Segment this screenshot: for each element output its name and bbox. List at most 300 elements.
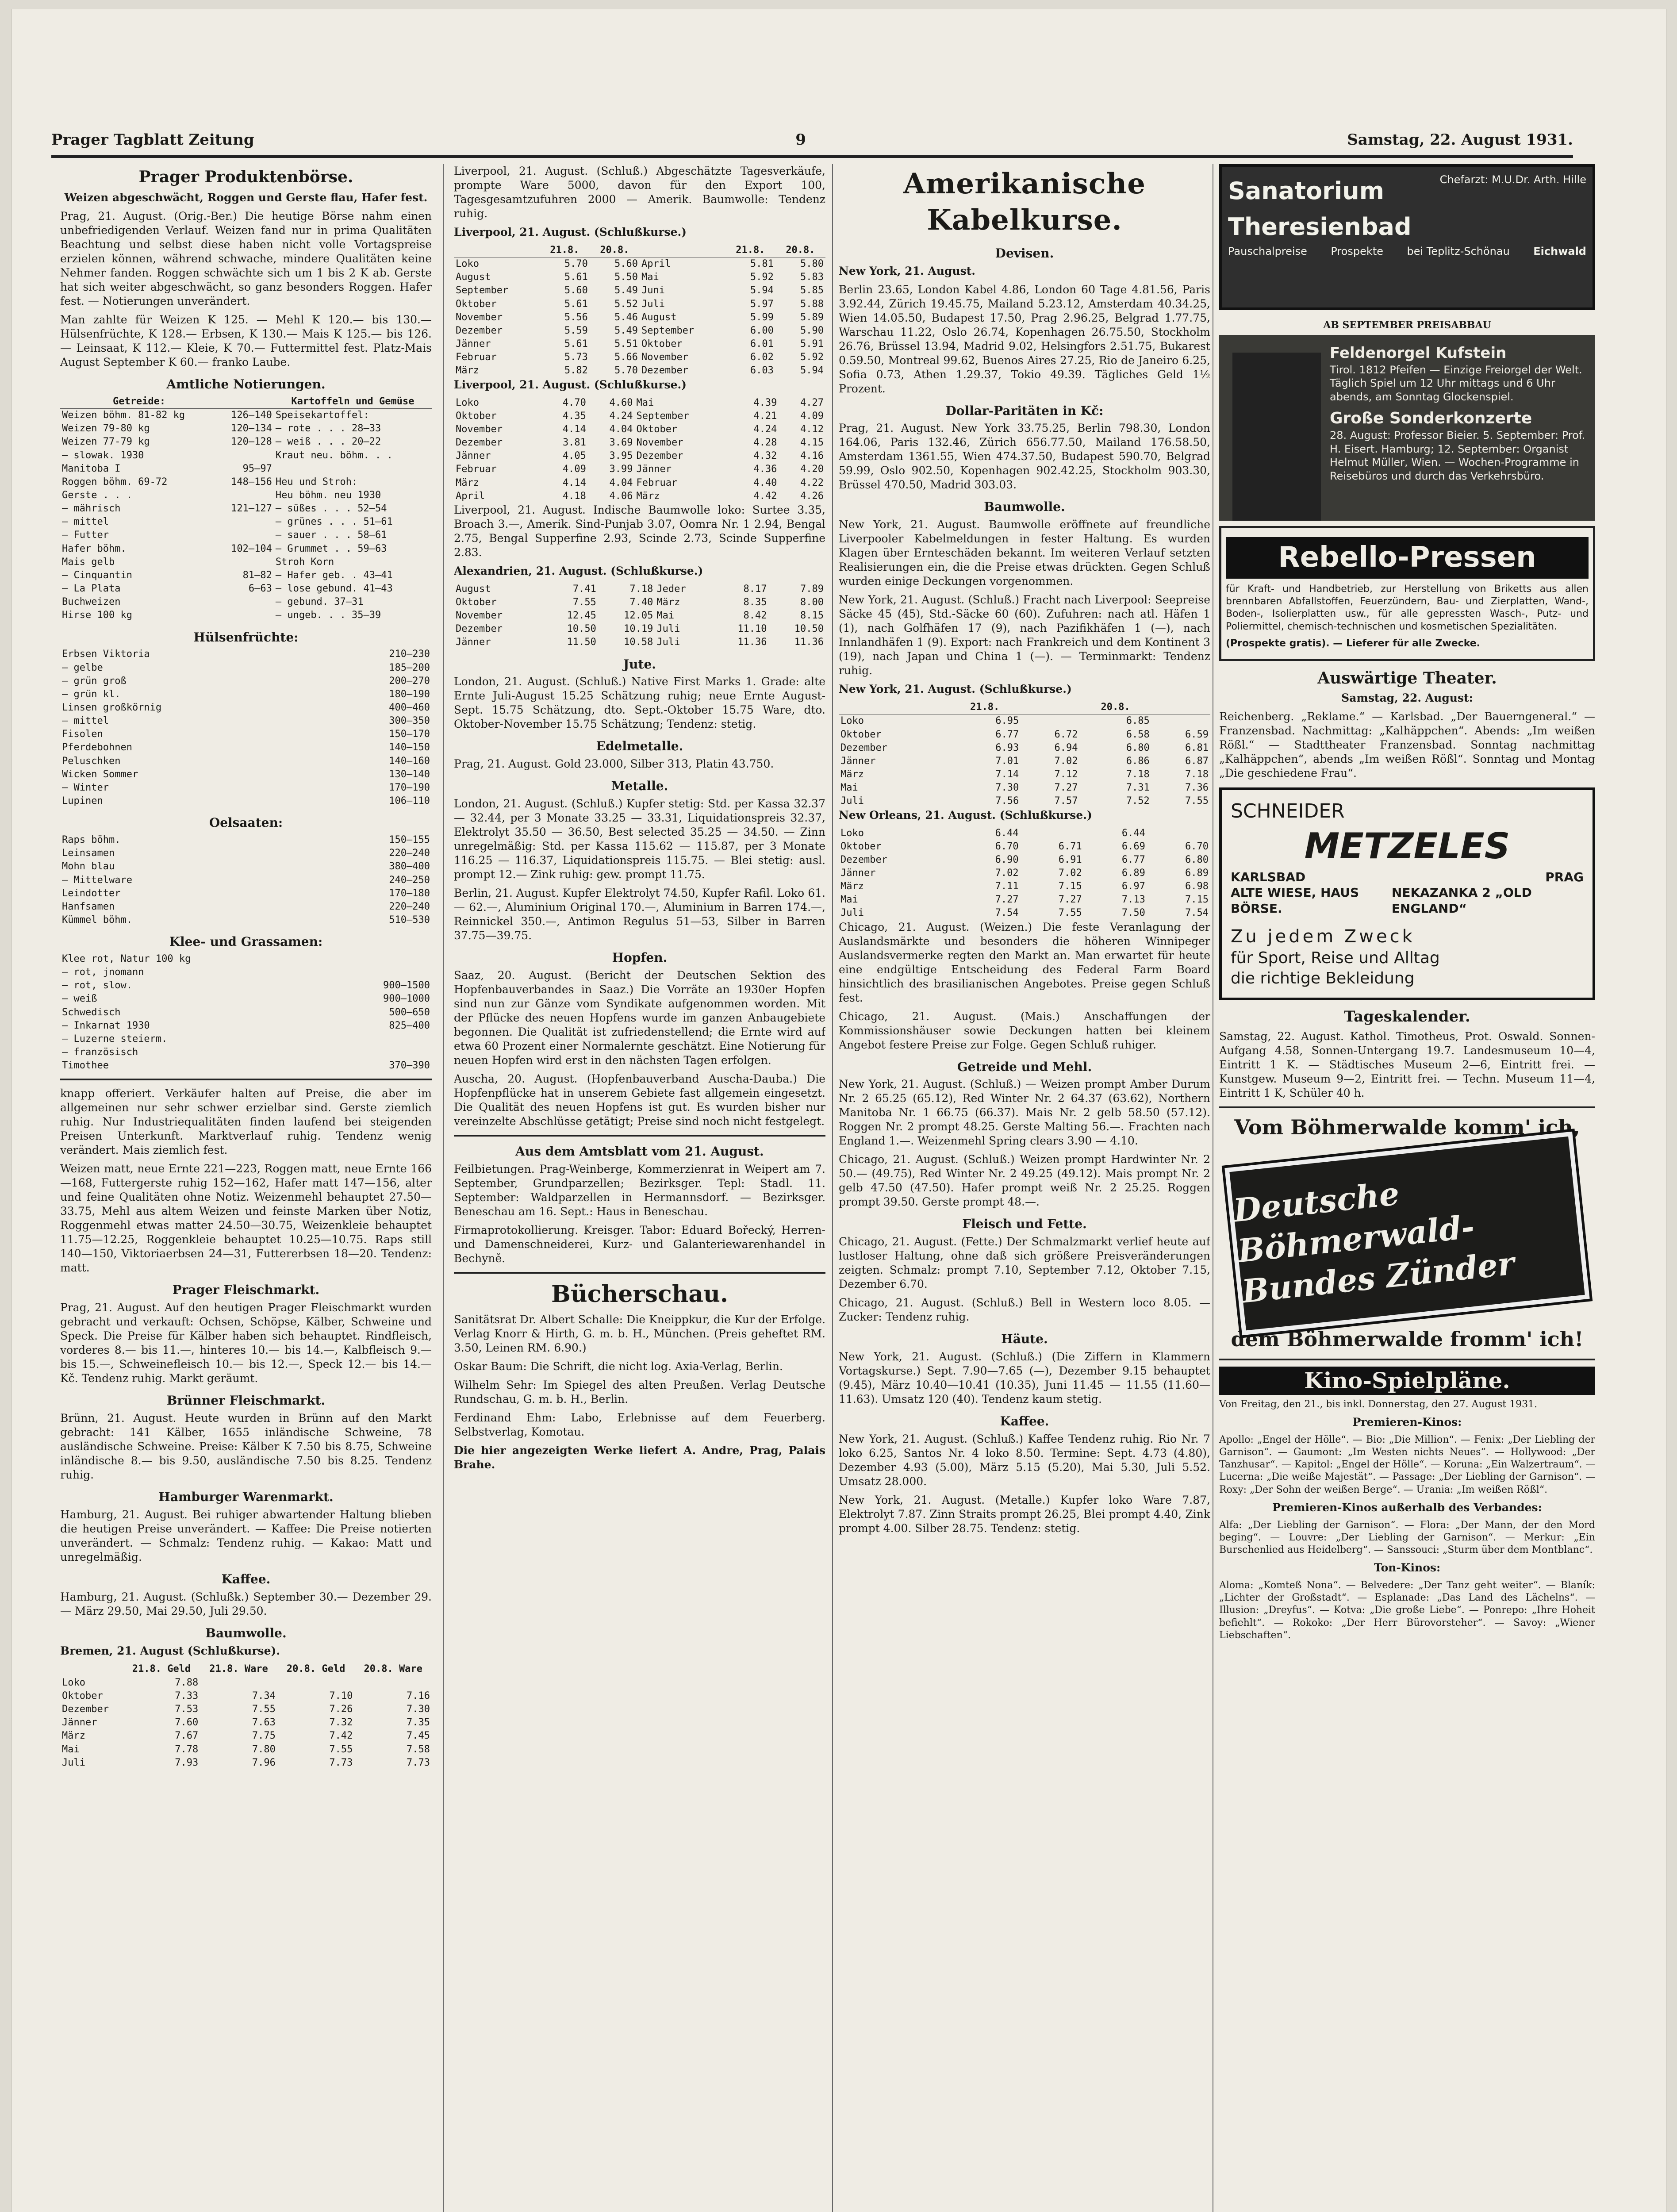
article-paragraph: Reichenberg. „Reklame.“ — Karlsbad. „Der Bauerngeneral.“ — Franzensbad. Nachmittag: „Kalhäppchen“. Abends: „Im weißen Rößl.“ — Stadttheater Franzensbad. Sonntag nachmittag „Kalhäppchen“, abends „Im weißen Rößl“. Sonntag und Montag „Die geschiedene Frau“. <box>1219 710 1595 780</box>
table-cell: Juli <box>656 637 680 648</box>
table-cell: 6.85 <box>1126 715 1150 727</box>
table-cell: Oktober <box>641 338 683 350</box>
ad-text: (Prospekte gratis). — Lieferer für alle Zwecke. <box>1226 637 1481 649</box>
table-cell: 6.44 <box>995 827 1019 839</box>
subsection-title: Ton-Kinos: <box>1374 1561 1441 1575</box>
table-cell: 185—200 <box>389 662 430 673</box>
table-header: 21.8. <box>725 244 775 257</box>
table-cell: 7.93 <box>175 1757 199 1768</box>
table-cell: 4.32 <box>753 450 777 462</box>
table-cell <box>200 1676 277 1690</box>
table-row <box>839 867 1210 880</box>
table-cell: 5.56 <box>564 311 588 323</box>
price-table <box>60 952 432 1072</box>
subsection-title: Auswärtige Theater. <box>1317 668 1497 687</box>
table-cell: — sauer . . . 58—61 <box>275 530 387 541</box>
table-cell: 5.61 <box>564 298 588 310</box>
table-row <box>60 1019 432 1033</box>
article-paragraph: Liverpool, 21. August. (Schluß.) Abgeschätzte Tagesverkäufe, prompte Ware 5000, davon für den Export 100, Tagesgesamtzufuhren 2000 — Amerik. Baumwolle: Tendenz ruhig. <box>454 165 825 220</box>
subsection-title: Aus dem Amtsblatt vom 21. August. <box>515 1144 764 1159</box>
column-4 <box>1219 164 1595 2212</box>
table-cell: 7.30 <box>407 1704 430 1715</box>
table-cell: Oktober <box>636 423 678 435</box>
table-row <box>60 1703 432 1716</box>
table-cell: 148—156 <box>231 476 272 488</box>
table-cell: 7.55 <box>252 1704 276 1715</box>
table-cell: — weiß <box>62 993 97 1005</box>
table-cell <box>1021 714 1079 728</box>
table-cell: 4.12 <box>800 423 824 435</box>
table-cell <box>329 952 432 966</box>
table-cell: 4.04 <box>609 477 633 488</box>
table-cell <box>218 449 274 462</box>
table-row <box>60 529 432 542</box>
table-header: 20.8. Geld <box>277 1663 355 1676</box>
table-cell: 7.88 <box>175 1677 199 1688</box>
article-paragraph: Sanitätsrat Dr. Albert Schalle: Die Kneippkur, die Kur der Erfolge. Verlag Knorr & Hirth, G. m. b. H., München. (Preis geheftet RM. 3.50, Leinen RM. 6.90.) <box>454 1313 825 1355</box>
table-cell: 220—240 <box>389 848 430 859</box>
subsection-title: Prager Fleischmarkt. <box>172 1283 320 1298</box>
table-cell: Juli <box>840 907 864 919</box>
table-cell: 7.96 <box>252 1757 276 1768</box>
table-cell: 10.19 <box>624 623 653 635</box>
section-title: Bücherschau. <box>551 1280 729 1308</box>
table-cell: Juni <box>641 285 665 296</box>
table-cell: Dezember <box>456 325 503 336</box>
table-cell: 7.13 <box>1121 894 1145 906</box>
table-cell: 5.50 <box>614 272 638 283</box>
table-cell: 5.70 <box>614 365 638 376</box>
table-cell: 220—240 <box>389 901 430 912</box>
article-paragraph: Wilhelm Sehr: Im Spiegel des alten Preußen. Verlag Deutsche Rundschau, G. m. b. H., Berlin. <box>454 1379 825 1406</box>
price-table <box>60 833 432 927</box>
table-caption: New Orleans, 21. August. (Schlußkurse.) <box>839 808 1092 822</box>
table-cell: 4.20 <box>800 464 824 475</box>
table-row <box>454 583 825 596</box>
ad-text: SCHNEIDER <box>1231 799 1345 822</box>
table-cell: Pferdebohnen <box>62 742 132 753</box>
ad-text: Pauschalpreise <box>1228 245 1307 258</box>
table-cell: November <box>456 311 503 323</box>
article-paragraph: Weizen matt, neue Ernte 221—223, Roggen matt, neue Ernte 166—168, Futtergerste ruhig 152—162, Hafer matt 147—156, alter und feine Qualitäten ohne Notiz. Weizenmehl behauptet 27.50—33.75, Mehl aus altem Weizen und feinste Marken über Notiz, Roggenmehl etwas matter 24.50—30.75, Weizenkleie behauptet 11.75—12.25, Roggenkleie behauptet 10.25—10.75. Raps still 140—150, Viktoriaerbsen 24—31, Futtererbsen 18—20. Tendenz: matt. <box>60 1162 432 1275</box>
table-row <box>60 1756 432 1770</box>
table-row <box>60 781 432 795</box>
table-row <box>839 827 1210 840</box>
table-cell: September <box>636 410 689 422</box>
table-cell: 140—160 <box>389 755 430 767</box>
table-cell: 7.12 <box>1054 769 1078 780</box>
table-cell: 4.04 <box>609 423 633 435</box>
table-row <box>60 648 432 661</box>
article-paragraph: Oskar Baum: Die Schrift, die nicht log. Axia-Verlag, Berlin. <box>454 1360 783 1373</box>
ad-title: Feldenorgel Kufstein <box>1330 344 1507 362</box>
table-cell: — süßes . . . 52—54 <box>275 503 387 515</box>
table-cell: 180—190 <box>389 688 430 700</box>
table-cell: 7.35 <box>407 1717 430 1728</box>
table-cell: 4.14 <box>562 477 586 488</box>
table-row <box>839 741 1210 755</box>
subsection-title: Kaffee. <box>221 1571 271 1586</box>
article-paragraph: Samstag, 22. August: <box>1341 691 1473 704</box>
subsection-title: Tageskalender. <box>1344 1008 1470 1026</box>
table-cell: 120—128 <box>231 436 272 448</box>
table-cell: 6.87 <box>1185 755 1209 767</box>
table-row <box>60 728 432 741</box>
article-paragraph: New York, 21. August. (Schluß.) (Die Ziffern in Klammern Vortagskurse.) Sept. 7.90—7.65 (—), Dezember 9.15 behauptet (9.45), März 10.40—10.41 (10.35), Juni 11.45 — 11.55 (11.60—11.63). Umsatz 120 (40). Tendenz kaum stetig. <box>839 1350 1210 1406</box>
table-cell: 102—104 <box>231 543 272 554</box>
table-cell: Loko <box>840 827 864 839</box>
table-row <box>454 410 825 423</box>
table-cell <box>274 462 432 476</box>
table-cell: 130—140 <box>389 768 430 780</box>
table-cell: Oktober <box>456 298 497 310</box>
table-row <box>60 409 432 422</box>
table-cell: 7.16 <box>407 1690 430 1701</box>
table-cell: 7.02 <box>995 868 1019 879</box>
table-cell: Dezember <box>840 854 887 865</box>
table-cell: Weizen 77-79 kg <box>62 436 150 448</box>
table-row <box>454 622 825 636</box>
article-paragraph: New York, 21. August. (Metalle.) Kupfer loko Ware 7.87, Elektrolyt 7.87. Zinn Straits prompt 26.25, Blei prompt 4.40, Zink prompt 4.00. Silber 28.75. Tendenz: stetig. <box>839 1493 1210 1535</box>
table-cell: Stroh Korn <box>275 556 334 568</box>
article-paragraph: Saaz, 20. August. (Bericht der Deutschen Sektion des Hopfenbauverbandes in Saaz.) Die Vorräte an 1930er Hopfen sind nun zur Gänze vom Syndikate aufgenommen worden. Mit der Pflücke des neuen Hopfens wurde im ganzen Anbaugebiete begonnen. Die Qualität ist zufriedenstellend; die Ernte wird auf etwa 60 Prozent einer Normalernte geschätzt. Eine Notierung für neuen Hopfen wird erst in den nächsten Tagen erfolgen. <box>454 968 825 1067</box>
ad-text: Tirol. 1812 Pfeifen — Einzige Freiorgel der Welt. Täglich Spiel um 12 Uhr mittags und 6 Uhr abends, am Sonntag Glockenspiel. <box>1330 363 1582 403</box>
table-cell: 6.59 <box>1185 729 1209 740</box>
table-row <box>454 463 825 476</box>
table-row <box>60 741 432 754</box>
table-row <box>60 569 432 582</box>
table-cell: 6.77 <box>1121 854 1145 865</box>
table-cell: 106—110 <box>389 795 430 807</box>
table-header: 20.8. <box>590 244 640 257</box>
table-cell: 7.15 <box>1058 881 1082 892</box>
table-cell: November <box>636 437 683 449</box>
table-cell: 81—82 <box>242 569 272 581</box>
ad-text: Chefarzt: M.U.Dr. Arth. Hille <box>1439 173 1586 186</box>
table-cell: Oktober <box>840 729 882 740</box>
table-cell: Raps böhm. <box>62 834 121 846</box>
table-cell: 7.60 <box>175 1717 199 1728</box>
table-cell: 120—134 <box>231 423 272 434</box>
table-cell: — slowak. 1930 <box>62 449 144 461</box>
table-header <box>640 244 725 257</box>
table-cell <box>329 1046 432 1059</box>
table-cell: 5.94 <box>800 365 824 376</box>
article-paragraph: Prag, 21. August. New York 33.75.25, Berlin 798.30, London 164.06, Paris 132.46, Zürich 656.77.50, Mailand 176.58.50, Amsterdam 1361.55, Wien 474.37.50, Budapest 590.70, Belgrad 59.99, Oslo 902.50, Kopenhagen 902.42.25, Stockholm 903.30, Brüssel 470.50, Madrid 303.03. <box>839 422 1210 492</box>
table-cell: 4.35 <box>562 410 586 422</box>
section-lead: Weizen abgeschwächt, Roggen und Gerste flau, Hafer fest. <box>64 191 428 204</box>
article-paragraph: Auscha, 20. August. (Hopfenbauverband Auscha-Dauba.) Die Hopfenpflücke hat in unserem Gebiete fast allgemein eingesetzt. Die Qualität des neuen Hopfens ist gut. Es wurden bisher nur vereinzelte Abschlüsse getätigt; Preise sind noch nicht festgelegt. <box>454 1072 825 1128</box>
price-table <box>60 648 432 808</box>
table-cell: 6.94 <box>1054 742 1078 753</box>
table-cell: — Futter <box>62 530 109 541</box>
article-paragraph: New York, 21. August. Baumwolle eröffnete auf freundliche Liverpooler Kabelmeldungen in fester Haltung. Es wurden Klagen über Ernteschäden bekannt. Im weiteren Verlauf setzten Realisierungen ein, die die Preise etwas drückten. Gegen Schluß wurden einige Deckungen vorgenommen. <box>839 518 1210 588</box>
table-row <box>60 688 432 701</box>
ad-title: dem Böhmerwalde fromm' ich! <box>1231 1327 1584 1351</box>
table-cell: — Luzerne steierm. <box>62 1033 168 1045</box>
table-cell: 8.15 <box>800 610 824 622</box>
table-row <box>60 661 432 675</box>
table-cell: 5.80 <box>800 258 824 270</box>
subsection-title: Klee- und Grassamen: <box>169 934 323 949</box>
table-row <box>454 324 825 338</box>
table-row <box>60 556 432 569</box>
ad-text: Zu jedem Zweck <box>1231 926 1415 947</box>
article-paragraph: London, 21. August. (Schluß.) Native First Marks 1. Grade: alte Ernte Juli-August 15.25 Schätzung ruhig; neue Ernte August-Sept. 15.75 Schätzung, dto. Sept.-Oktober 15.75 Ware, dto. Oktober-November 15.75 Schätzung; Tendenz: stetig. <box>454 675 825 731</box>
ad-title: Sanatorium <box>1228 177 1384 205</box>
table-cell: 3.99 <box>609 464 633 475</box>
ad-text: ALTE WIESE, HAUS BÖRSE. <box>1231 885 1359 916</box>
table-cell: 900—1000 <box>383 993 430 1005</box>
table-cell: Juli <box>840 795 864 807</box>
ad-title: Rebello-Pressen <box>1226 537 1589 579</box>
table-cell: Februar <box>636 477 678 488</box>
table-cell: 6.69 <box>1121 841 1145 852</box>
subsection-title: Hopfen. <box>612 950 668 965</box>
table-row <box>60 966 432 979</box>
table-cell: 7.40 <box>629 596 653 608</box>
table-cell: Jeder <box>656 583 686 595</box>
table-row <box>60 1006 432 1019</box>
price-table <box>60 395 432 622</box>
table-cell: — grün groß <box>62 675 127 687</box>
article-paragraph: Hamburg, 21. August. Bei ruhiger abwartender Haltung blieben die heutigen Preise unverändert. — Kaffee: Die Preise notierten unverändert. — Schmalz: Tendenz ruhig. — Kakao: Matt und unregelmäßig. <box>60 1508 432 1563</box>
table-cell: Mai <box>840 782 858 794</box>
table-cell: 210—230 <box>389 649 430 660</box>
ad-text: Prospekte <box>1331 245 1383 258</box>
table-cell: 7.57 <box>1054 795 1078 807</box>
article-paragraph: New York, 21. August. (Schluß.) Kaffee Tendenz ruhig. Rio Nr. 7 loko 6.25, Santos Nr. 4 loko 8.50. Termine: Sept. 4.73 (4.80), Dezember 4.93 (5.00), März 5.15 (5.20), Mai 5.30, Juli 5.52. Umsatz 28.000. <box>839 1432 1210 1488</box>
table-row <box>60 1046 432 1059</box>
table-cell: Heu böhm. neu 1930 <box>275 490 381 501</box>
table-header <box>839 701 949 714</box>
table-cell: Mais gelb <box>62 556 115 568</box>
table-cell: 6.98 <box>1185 881 1209 892</box>
article-paragraph: Von Freitag, den 21., bis inkl. Donnerstag, den 27. August 1931. <box>1219 1398 1538 1410</box>
table-cell: 7.54 <box>1185 907 1209 919</box>
table-cell: Loko <box>456 397 479 408</box>
table-cell: 5.60 <box>564 285 588 296</box>
table-cell: 6.70 <box>1185 841 1209 852</box>
table-cell: 4.22 <box>800 477 824 488</box>
table-cell: 5.49 <box>614 325 638 336</box>
table-header: 20.8. Ware <box>354 1663 432 1676</box>
table-row <box>839 906 1210 920</box>
table-cell: 4.40 <box>753 477 777 488</box>
article-paragraph: Chicago, 21. August. (Fette.) Der Schmalzmarkt verlief heute auf lustloser Haltung, ohne daß sich größere Preisveränderungen zeigten. Schmalz: prompt 7.10, September 7.12, Oktober 7.15, Dezember 6.70. <box>839 1235 1210 1291</box>
table-header: 21.8. <box>949 701 1021 714</box>
table-row <box>60 1676 432 1690</box>
subsection-title: Hamburger Warenmarkt. <box>158 1490 334 1505</box>
table-cell: 6.72 <box>1054 729 1078 740</box>
table-cell: Mai <box>641 272 659 283</box>
article-paragraph: Man zahlte für Weizen K 125. — Mehl K 120.— bis 130.— Hülsenfrüchte, K 128.— Erbsen, K 130.— Mais K 125.— bis 126.— Leinsaat, K 112.— Kleie, K 70.— Futtermittel fest. Platz-Mais August September K 60.— franko Laube. <box>60 313 432 369</box>
table-cell: 6.58 <box>1126 729 1150 740</box>
divider <box>454 1135 825 1137</box>
table-header-row <box>839 701 1210 714</box>
table-cell: — La Plata <box>62 583 121 595</box>
table-cell: 170—180 <box>389 887 430 899</box>
subsection-title: Oelsaaten: <box>209 815 283 830</box>
table-cell: 5.92 <box>750 272 774 283</box>
ad-text: AB SEPTEMBER PREISABBAU <box>1323 319 1491 331</box>
table-cell: April <box>456 490 485 502</box>
table-cell: August <box>641 311 677 323</box>
table-cell: 7.58 <box>407 1743 430 1755</box>
table-cell: 6.02 <box>750 352 774 363</box>
cotton-table <box>839 701 1210 808</box>
ad-text: für Sport, Reise und Alltag <box>1231 949 1440 968</box>
table-cell: — rote . . . 28—33 <box>275 423 381 434</box>
table-header <box>218 395 274 409</box>
table-cell: 5.97 <box>750 298 774 310</box>
table-row <box>60 992 432 1006</box>
table-cell: 300—350 <box>389 715 430 727</box>
table-header: 20.8. <box>775 244 825 257</box>
table-cell: 6.71 <box>1058 841 1082 852</box>
cotton-table <box>454 244 825 378</box>
table-cell: 4.24 <box>609 410 633 422</box>
subsection-title: Brünner Fleischmarkt. <box>166 1393 326 1408</box>
table-row <box>60 833 432 847</box>
table-cell: Februar <box>456 464 497 475</box>
table-cell: — grünes . . . 51—61 <box>275 516 393 528</box>
table-row <box>60 755 432 768</box>
table-cell: 12.05 <box>624 610 653 622</box>
table-cell: 4.24 <box>753 423 777 435</box>
subsection-title: Jute. <box>623 657 656 672</box>
table-cell: Dezember <box>840 742 887 753</box>
table-cell: 825—400 <box>389 1020 430 1031</box>
table-cell: 4.28 <box>753 437 777 449</box>
table-cell: 7.78 <box>175 1743 199 1755</box>
ad-text-block <box>1330 344 1586 483</box>
table-cell: 11.10 <box>737 623 767 635</box>
table-cell: 6.95 <box>995 715 1019 727</box>
table-cell: März <box>656 596 680 608</box>
table-cell <box>1147 827 1210 840</box>
table-cell: 6.97 <box>1121 881 1145 892</box>
subsection-title: Dollar-Paritäten in Kč: <box>945 403 1104 418</box>
table-cell: 11.36 <box>737 637 767 648</box>
table-cell: 7.33 <box>175 1690 199 1701</box>
table-cell: 8.00 <box>800 596 824 608</box>
table-row <box>454 257 825 271</box>
table-cell: Buchweizen <box>62 596 121 608</box>
article-paragraph: Apollo: „Engel der Hölle“. — Bio: „Die Million“. — Fenix: „Der Liebling der Garnison“. — Gaumont: „Im Westen nichts Neues“. — Hollywood: „Der Tanzhusar“. — Kapitol: „Engel der Hölle“. — Koruna: „Ein Walzertraum“. — Lucerna: „Die weiße Majestät“. — Passage: „Der Liebling der Garnison“. — Roxy: „Der Sohn der weißen Berge“. — Urania: „Im weißen Rößl“. <box>1219 1434 1595 1495</box>
table-cell: Hirse 100 kg <box>62 610 132 621</box>
table-cell: 5.85 <box>800 285 824 296</box>
table-cell: Jänner <box>840 755 876 767</box>
table-cell: November <box>641 352 688 363</box>
table-row <box>60 887 432 900</box>
table-row <box>454 351 825 364</box>
table-row <box>60 768 432 781</box>
section-title: Amerikanische Kabelkurse. <box>903 167 1146 237</box>
ad-title: Große Sonderkonzerte <box>1330 409 1532 427</box>
sanatorium-advertisement <box>1219 164 1595 310</box>
table-cell: 200—270 <box>389 675 430 687</box>
divider <box>1219 1106 1595 1108</box>
table-row <box>454 284 825 297</box>
table-row <box>839 840 1210 853</box>
table-cell: 4.26 <box>800 490 824 502</box>
table-row <box>454 636 825 649</box>
table-cell <box>218 515 274 529</box>
table-row <box>839 768 1210 781</box>
table-cell: 5.51 <box>614 338 638 350</box>
table-caption: New York, 21. August. (Schlußkurse.) <box>839 683 1072 696</box>
table-cell: 95—97 <box>242 463 272 474</box>
page-number: 9 <box>795 131 806 149</box>
ad-text: NEKAZANKA 2 „OLD ENGLAND“ <box>1391 885 1532 916</box>
table-header: 20.8. <box>1079 701 1151 714</box>
zuender-matchbox-illustration: Deutsche Böhmerwald-Bundes Zünder <box>1224 1132 1589 1335</box>
table-cell: 7.42 <box>329 1730 353 1742</box>
table-row <box>839 755 1210 768</box>
table-cell: Weizen böhm. 81-82 kg <box>62 410 185 421</box>
table-cell: 7.18 <box>629 583 653 595</box>
table-cell: 5.91 <box>800 338 824 350</box>
subsection-title: Edelmetalle. <box>596 739 683 754</box>
table-cell: 10.50 <box>567 623 596 635</box>
table-cell: Manitoba I <box>62 463 121 474</box>
table-cell: August <box>456 272 491 283</box>
table-cell: Dezember <box>641 365 688 376</box>
newspaper-page <box>11 9 1666 2212</box>
table-row <box>60 1743 432 1756</box>
table-cell: 6.70 <box>995 841 1019 852</box>
table-cell: 4.21 <box>753 410 777 422</box>
cotton-table <box>454 396 825 503</box>
table-cell: September <box>456 285 509 296</box>
table-cell: April <box>641 258 671 270</box>
ad-title: Theresienbad <box>1228 213 1412 241</box>
table-cell: Loko <box>840 715 864 727</box>
table-row <box>60 701 432 714</box>
ad-text: 28. August: Professor Bieier. 5. September: Prof. H. Eisert. Hamburg; 12. September: Organist Helmut Müller, Wien. — Wochen-Programme in Reisebüros und durch das Verkehrsbüro. <box>1330 429 1585 483</box>
table-cell <box>218 609 274 622</box>
table-row <box>60 900 432 914</box>
table-cell: 8.35 <box>743 596 767 608</box>
table-cell <box>277 1676 355 1690</box>
table-row <box>60 847 432 860</box>
table-cell: 7.63 <box>252 1717 276 1728</box>
table-cell: Kraut neu. böhm. . . <box>275 449 393 461</box>
subsection-title: Metalle. <box>611 779 668 794</box>
table-cell: Jänner <box>840 868 876 879</box>
table-cell: August <box>456 583 491 595</box>
table-cell: Roggen böhm. 69-72 <box>62 476 168 488</box>
table-cell: Jänner <box>62 1717 97 1728</box>
table-caption: Liverpool, 21. August. (Schlußkurse.) <box>454 226 687 238</box>
table-cell: Oktober <box>456 596 497 608</box>
table-cell: Dezember <box>62 1704 109 1715</box>
article-paragraph: Prag, 21. August. Auf den heutigen Prager Fleischmarkt wurden gebracht und verkauft: Ochsen, Schöpse, Kälber, Schweine und Speck. Die Preise für Kälber haben sich behauptet. Rindfleisch, vorderes 8.— bis 11.—, hinteres 10.— bis 14.—, Kalbfleisch 9.— bis 15.—, Schweinefleisch 10.— bis 12.—, Speck 12.— bis 14.— Kč. Tendenz ruhig. Markt geräumt. <box>60 1301 432 1385</box>
table-cell: — rot, slow. <box>62 980 132 991</box>
table-row <box>60 515 432 529</box>
table-row <box>454 423 825 436</box>
article-paragraph: Liverpool, 21. August. Indische Baumwolle loko: Surtee 3.35, Broach 3.—, Amerik. Sind-Punjab 3.07, Oomra Nr. 1 2.94, Bengal 2.75, Bengal Supperfine 2.93, Scinde 2.73, Scinde Supperfine 2.83. <box>454 503 825 559</box>
table-header <box>1151 701 1210 714</box>
table-cell: — Cinquantin <box>62 569 132 581</box>
table-cell: 7.75 <box>252 1730 276 1742</box>
table-cell: Juli <box>62 1757 85 1768</box>
table-cell: 7.27 <box>995 894 1019 906</box>
table-cell: — mittel <box>62 516 109 528</box>
table-cell: — gelbe <box>62 662 103 673</box>
table-cell: 7.32 <box>329 1717 353 1728</box>
